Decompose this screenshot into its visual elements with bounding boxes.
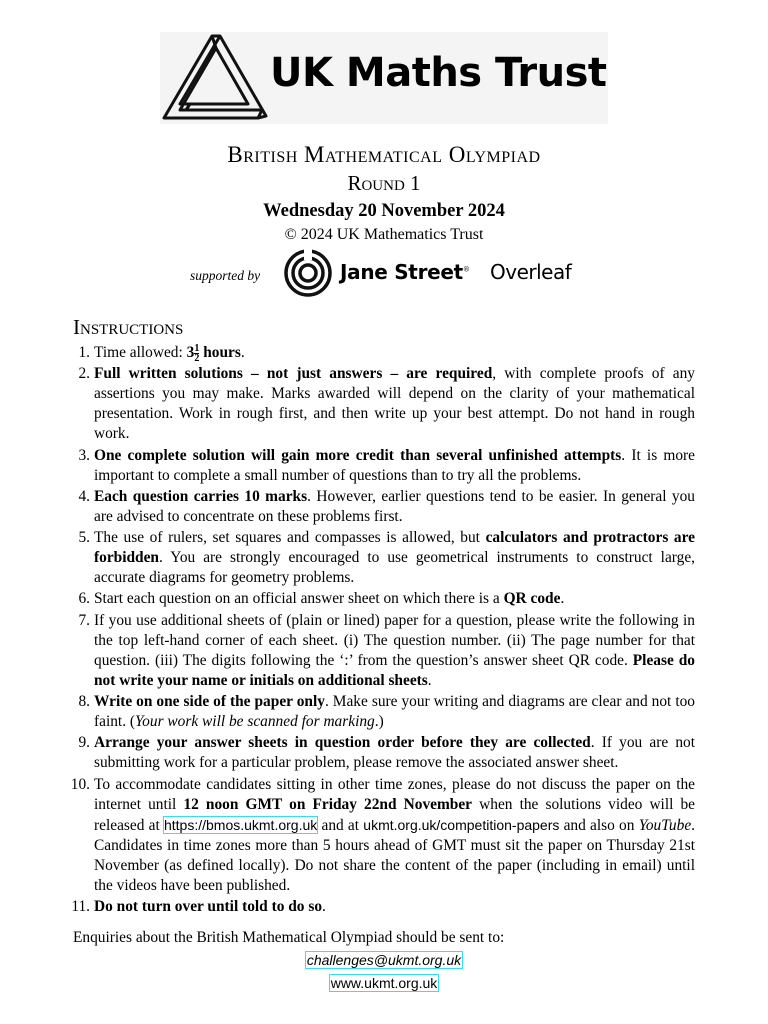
penrose-triangle-icon bbox=[160, 32, 270, 124]
exam-date: Wednesday 20 November 2024 bbox=[263, 201, 505, 221]
list-item: 7. If you use additional sheets of (plain or lined) paper for a question, please write the following in the top left-hand corner of each sheet. (i) The question number. (ii) The page number for that question. (iii) The digits following the ‘:’ from the question’s answer sheet QR code. Please do not write your name or initials on additional sheets. bbox=[78, 611, 696, 689]
website-link[interactable]: www.ukmt.org.uk bbox=[330, 975, 438, 991]
list-item: 9. Arrange your answer sheets in question order before they are collected. If you are not submitting work for a particular problem, please remove the associated answer sheet. bbox=[78, 734, 695, 772]
ukmt-logo bbox=[160, 32, 608, 124]
list-item: 10. To accommodate candidates sitting in other time zones, please do not discuss the paper on the internet until 12 noon GMT on Friday 22nd November when the solutions video will be released at https://bmos.ukmt.org.uk and at ukmt.org.uk/competition-papers and also on YouTube. Candidates in time zones more than 5 hours ahead of GMT must sit the paper on Thursday 21st November (as defined locally). Do not share the content of the paper (including in email) until the videos have been published. bbox=[70, 775, 696, 894]
competition-papers-link[interactable]: ukmt.org.uk/competition-papers bbox=[363, 816, 560, 833]
jane-street-name: Jane Street® bbox=[340, 260, 470, 284]
page-title: British Mathematical Olympiad bbox=[227, 142, 541, 167]
jane-street-logo-icon bbox=[282, 248, 334, 298]
instructions-heading: Instructions bbox=[73, 315, 184, 339]
list-item: 4. Each question carries 10 marks. However, earlier questions tend to be easier. In general you are advised to concentrate on these problems first. bbox=[78, 487, 695, 525]
enquiries-text: Enquiries about the British Mathematical Olympiad should be sent to: bbox=[73, 929, 505, 946]
list-item: 5. The use of rulers, set squares and compasses is allowed, but calculators and protractors are forbidden. You are strongly encouraged to use geometrical instruments to construct large, accurate diagrams for geometry problems. bbox=[78, 529, 695, 587]
list-item: 2. Full written solutions – not just answers – are required, with complete proofs of any assertions you may make. Marks awarded will depend on the clarity of your mathematical presentation. Work in rough first, and then write up your best attempt. Do not hand in rough work. bbox=[78, 365, 695, 443]
instructions-list bbox=[70, 343, 696, 918]
email-row bbox=[0, 952, 768, 968]
list-item: 11. Do not turn over until told to do so. bbox=[71, 897, 326, 915]
list-item: 8. Write on one side of the paper only. Make sure your writing and diagrams are clear and not too faint. (Your work will be scanned for marking.) bbox=[78, 693, 695, 731]
sponsor-logos bbox=[278, 248, 578, 298]
list-item: 6. Start each question on an official answer sheet on which there is a QR code. bbox=[78, 590, 565, 608]
org-name: UK Maths Trust bbox=[270, 50, 607, 96]
list-item: 3. One complete solution will gain more credit than several unfinished attempts. It is more important to complete a small number of questions than to try all the problems. bbox=[78, 446, 695, 484]
list-item: 1. Time allowed: 3 $\frac{1}{2}$ hours. bbox=[78, 343, 245, 364]
overleaf-name: Overleaf bbox=[490, 260, 572, 284]
bmos-link[interactable]: https://bmos.ukmt.org.uk bbox=[163, 816, 318, 833]
supported-by-label: supported by bbox=[190, 268, 261, 283]
email-link[interactable]: challenges@ukmt.org.uk bbox=[306, 952, 462, 968]
website-row bbox=[0, 975, 768, 991]
copyright: © 2024 UK Mathematics Trust bbox=[284, 226, 484, 243]
round-label: Round 1 bbox=[347, 171, 421, 195]
